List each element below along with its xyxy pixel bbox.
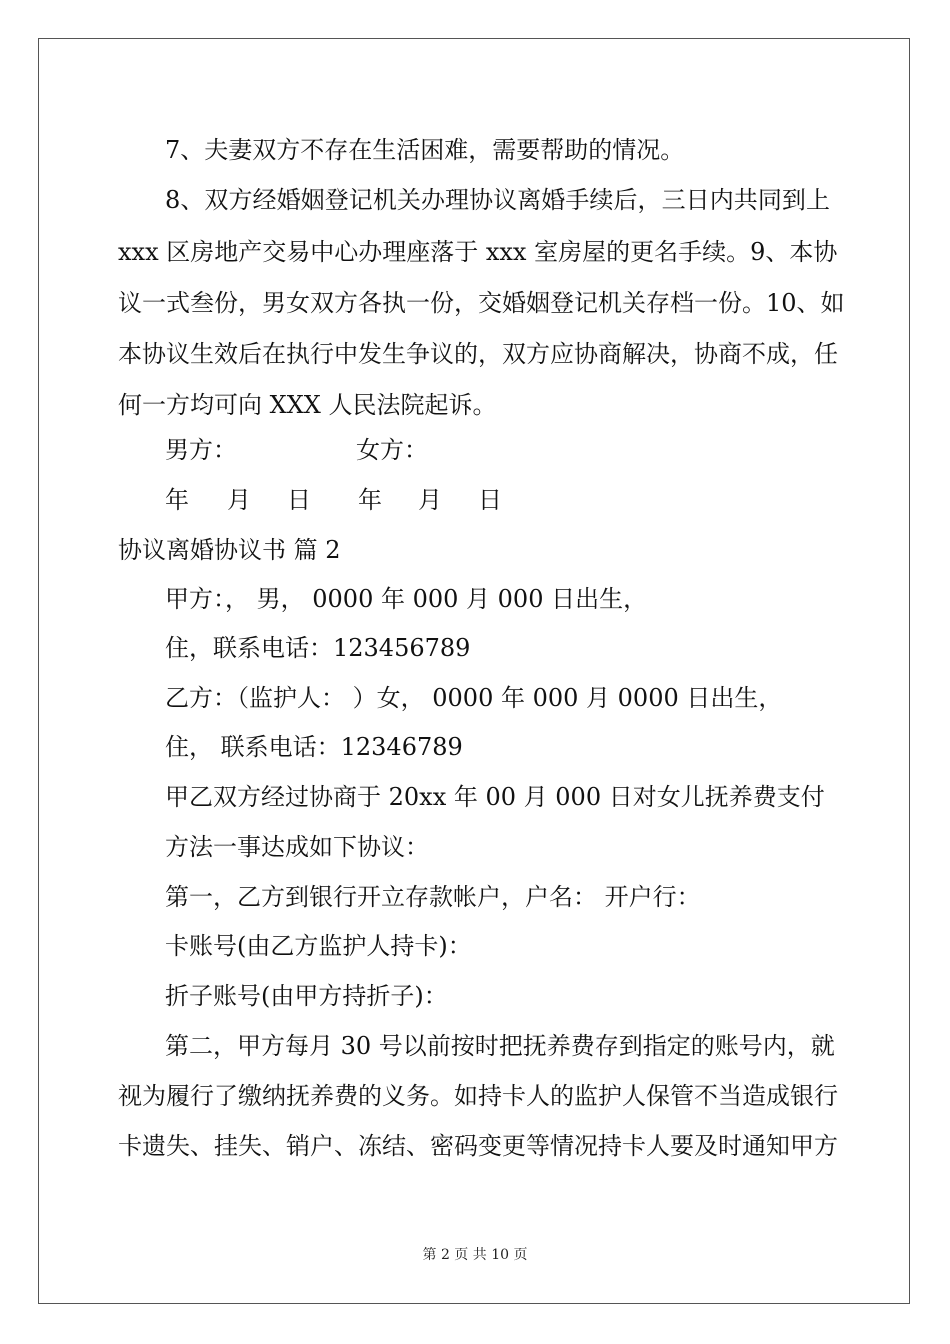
section-line: 乙方：（监护人： ）女， 0000 年 000 月 0000 日出生， (165, 684, 783, 712)
paragraph-line: 7、夫妻双方不存在生活困难，需要帮助的情况。 (165, 136, 685, 164)
section-line: 方法一事达成如下协议： (165, 833, 429, 861)
paragraph-line: 8、双方经婚姻登记机关办理协议离婚手续后，三日内共同到上 (165, 186, 830, 214)
female-signature-label: 女方： (356, 436, 428, 464)
date-day-female: 日 (478, 486, 502, 514)
date-year-male: 年 (165, 486, 189, 514)
section-line: 住， 联系电话：12346789 (165, 733, 463, 761)
date-month-female: 月 (418, 486, 442, 514)
date-day-male: 日 (287, 486, 311, 514)
page-border (38, 38, 910, 1304)
paragraph-line: 卡遗失、挂失、销户、冻结、密码变更等情况持卡人要及时通知甲方 (118, 1132, 838, 1160)
page-number: 第 2 页 共 10 页 (422, 1247, 528, 1263)
section-line: 卡账号(由乙方监护人持卡)： (165, 932, 472, 960)
paragraph-line: 何一方均可向 XXX 人民法院起诉。 (118, 391, 497, 419)
paragraph-line: 议一式叁份，男女双方各执一份，交婚姻登记机关存档一份。10、如 (118, 289, 845, 317)
paragraph-line: xxx 区房地产交易中心办理座落于 xxx 室房屋的更名手续。9、本协 (118, 238, 838, 266)
paragraph-line: 本协议生效后在执行中发生争议的，双方应协商解决，协商不成，任 (118, 340, 838, 368)
section-title: 协议离婚协议书 篇 2 (118, 536, 341, 564)
section-line: 住，联系电话：123456789 (165, 634, 471, 662)
male-signature-label: 男方： (165, 436, 237, 464)
section-line: 甲方：， 男， 0000 年 000 月 000 日出生， (165, 585, 648, 613)
date-month-male: 月 (227, 486, 251, 514)
date-year-female: 年 (358, 486, 382, 514)
section-line: 甲乙双方经过协商于 20xx 年 00 月 000 日对女儿抚养费支付 (165, 783, 825, 811)
section-line: 第一，乙方到银行开立存款帐户，户名： 开户行： (165, 883, 701, 911)
paragraph-line: 视为履行了缴纳抚养费的义务。如持卡人的监护人保管不当造成银行 (118, 1082, 838, 1110)
paragraph-line: 第二，甲方每月 30 号以前按时把抚养费存到指定的账号内，就 (165, 1032, 835, 1060)
section-line: 折子账号(由甲方持折子)： (165, 982, 448, 1010)
